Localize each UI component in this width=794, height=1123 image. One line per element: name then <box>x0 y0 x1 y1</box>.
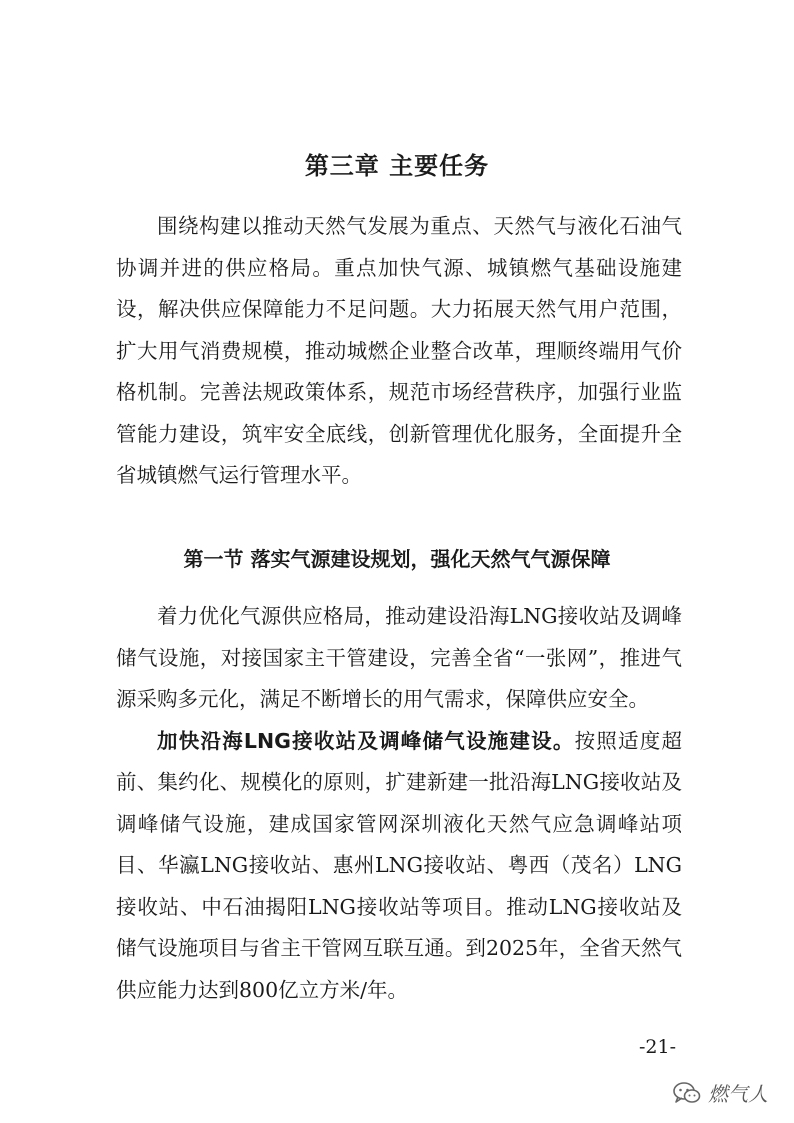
page-number: -21- <box>638 1036 676 1058</box>
section-paragraph-1: 着力优化气源供应格局，推动建设沿海LNG接收站及调峰储气设施，对接国家主干管建设，完善全省“一张网”，推进气源采购多元化，满足不断增长的用气需求，保障供应安全。 <box>116 604 682 711</box>
chapter-title: 第三章 主要任务 <box>304 152 490 180</box>
watermark <box>672 1078 768 1107</box>
watermark-text: 燃气人 <box>708 1082 768 1106</box>
section-title: 第一节 落实气源建设规划，强化天然气气源保障 <box>183 547 611 571</box>
paragraph-lead-heading: 加快沿海LNG接收站及调峰储气设施建设。 <box>157 728 575 753</box>
wechat-icon <box>672 1081 702 1105</box>
paragraph-body: 按照适度超前、集约化、规模化的原则，扩建新建一批沿海LNG接收站及调峰储气设施，建成国家管网深圳液化天然气应急调峰站项目、华瀛LNG接收站、惠州LNG接收站、粤西（茂名）LNG接收站、中石油揭阳LNG接收站等项目。推动LNG接收站及储气设施项目与省主干管网互联互通。到2025年，全省天然气供应能力达到800亿立方米/年。 <box>116 728 683 1002</box>
section-body <box>116 596 682 1011</box>
intro-block <box>116 206 682 497</box>
section-paragraph-2 <box>116 721 682 1012</box>
intro-paragraph: 围绕构建以推动天然气发展为重点、天然气与液化石油气协调并进的供应格局。重点加快气源、城镇燃气基础设施建设，解决供应保障能力不足问题。大力拓展天然气用户范围，扩大用气消费规模，推动城燃企业整合改革，理顺终端用气价格机制。完善法规政策体系，规范市场经营秩序，加强行业监管能力建设，筑牢安全底线，创新管理优化服务，全面提升全省城镇燃气运行管理水平。 <box>116 214 682 487</box>
